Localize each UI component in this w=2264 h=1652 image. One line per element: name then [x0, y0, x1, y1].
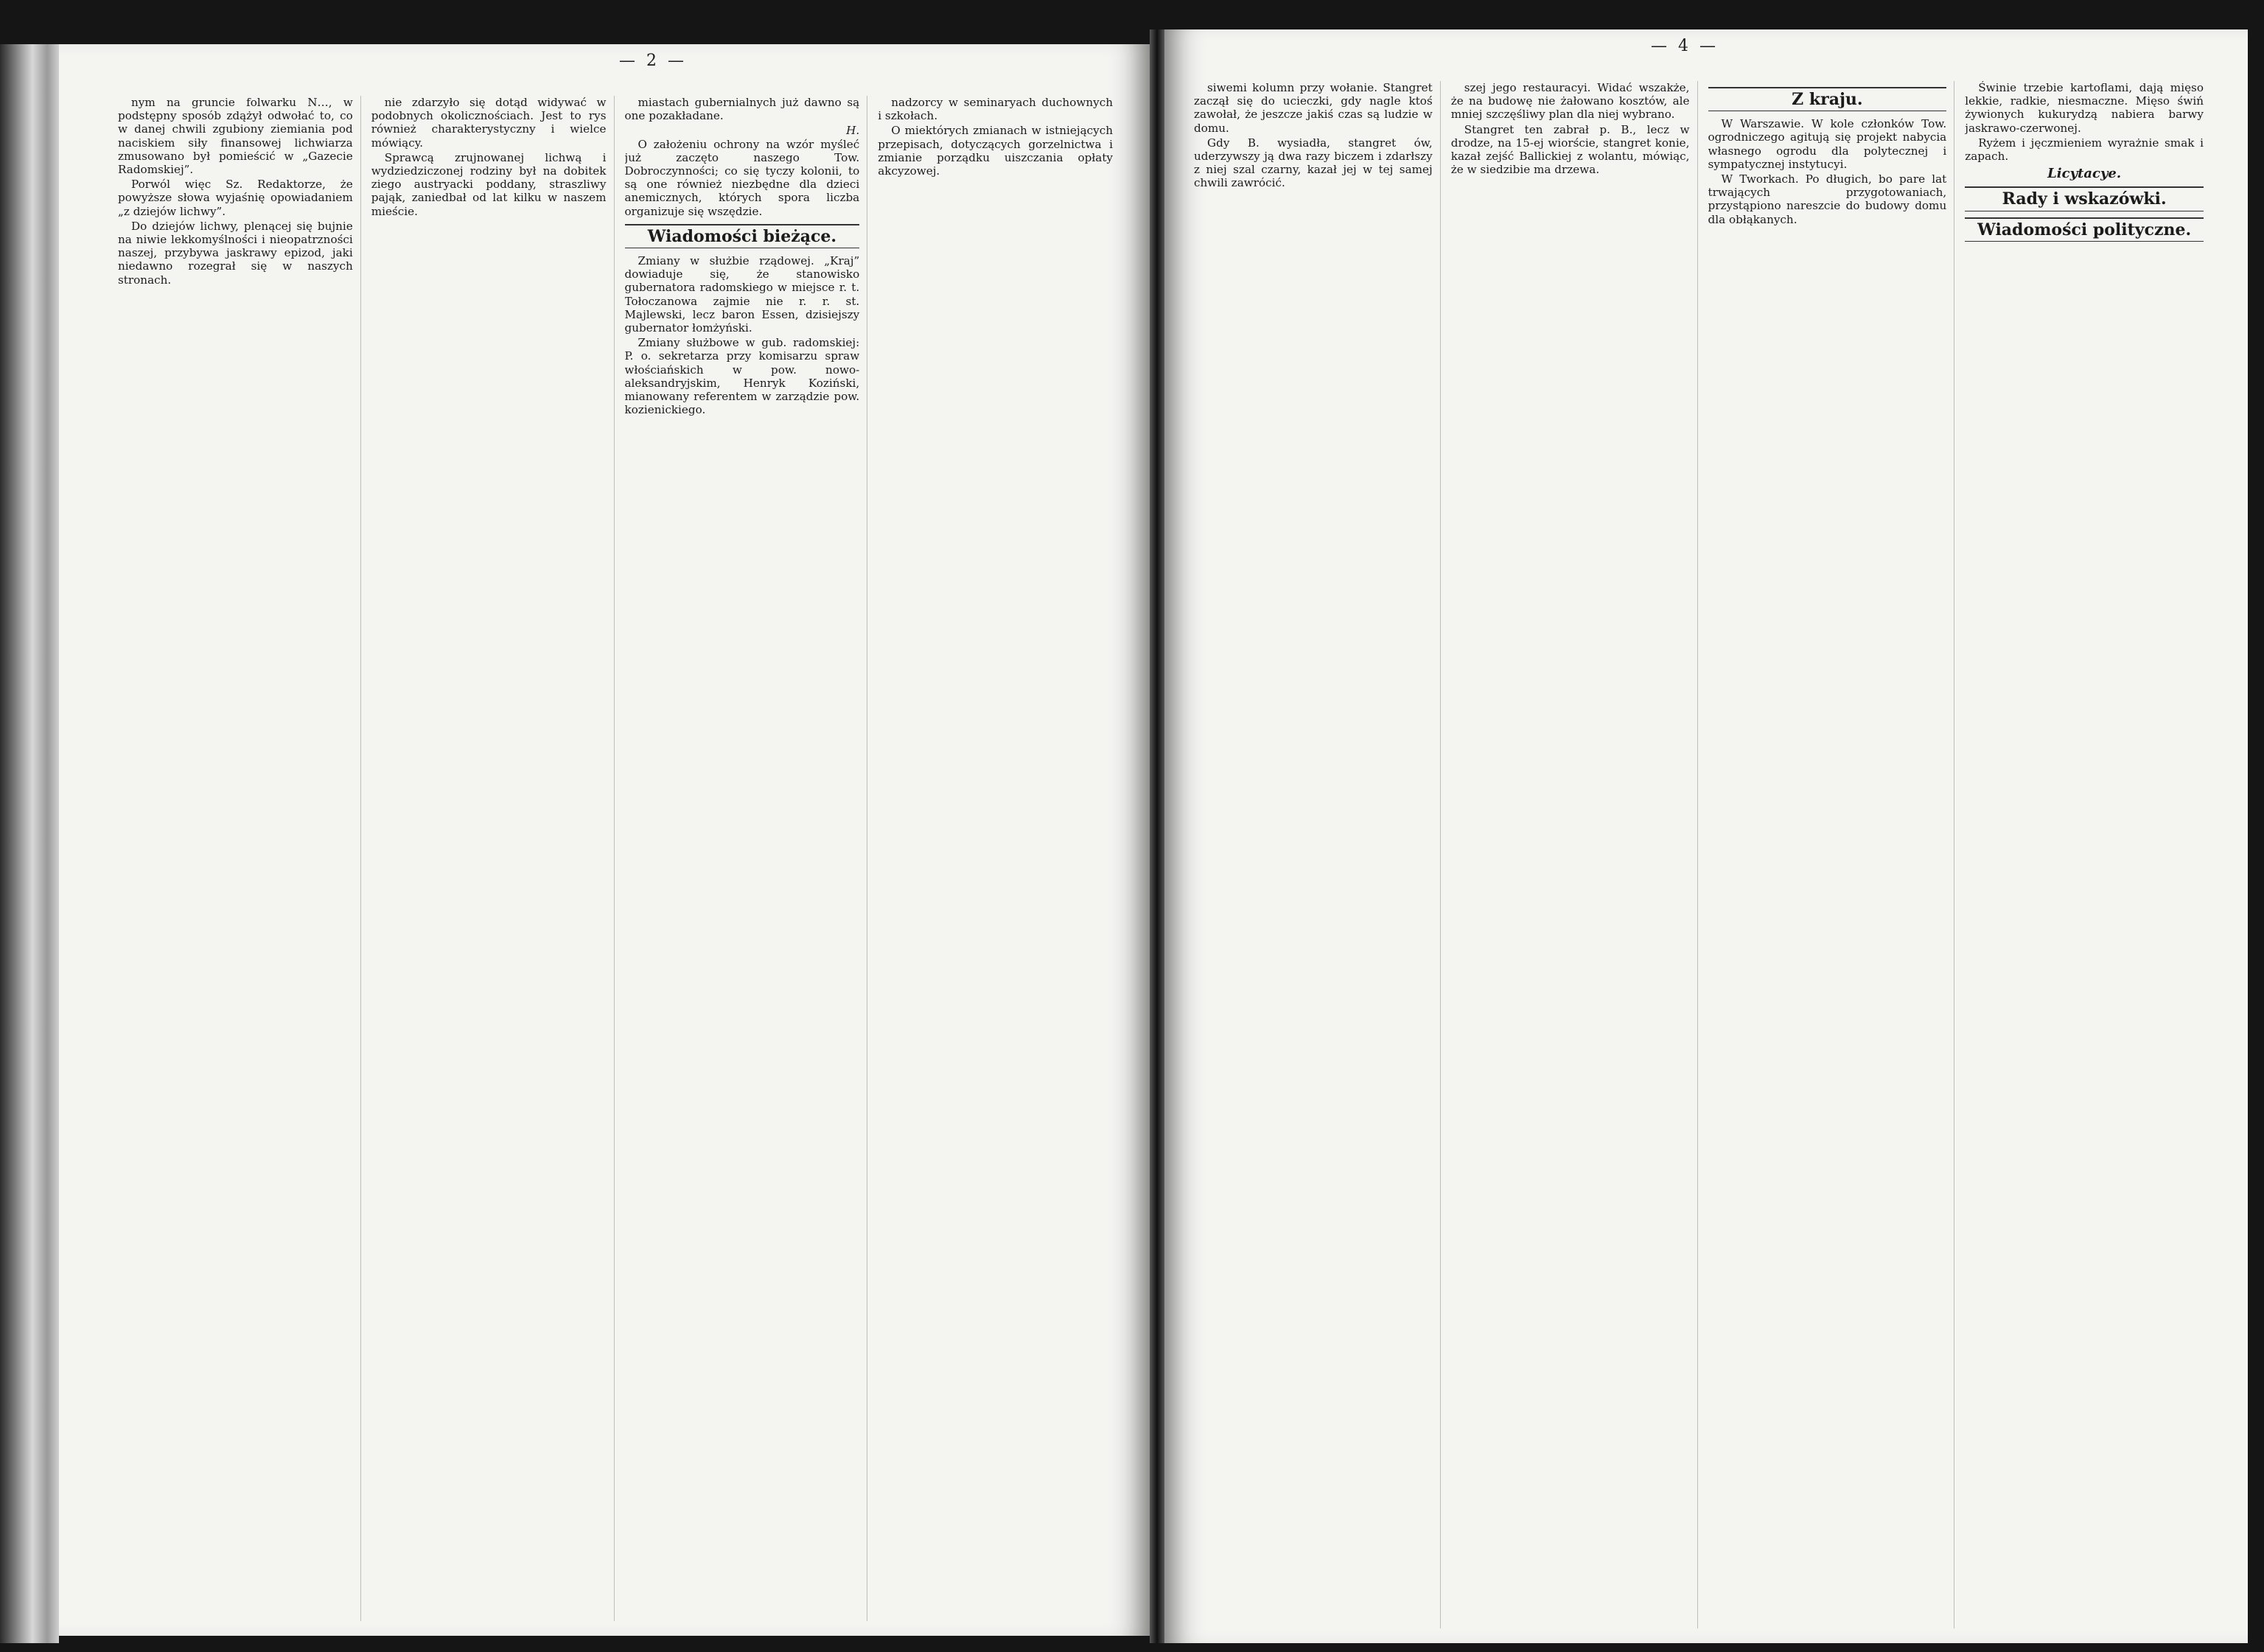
paragraph: miastach gubernialnych już dawno są one pozakładane.	[624, 96, 860, 123]
paragraph: Ryżem i jęczmieniem wyrażnie smak i zapach.	[1965, 136, 2204, 164]
paragraph: Gdy B. wysiadła, stangret ów, uderzywszy ją dwa razy biczem i zdarłszy z niej szal czarny, kazał jej w tej samej chwili zawrócić.	[1194, 136, 1433, 190]
paragraph: nadzorcy w seminaryach duchownych i szkołach.	[878, 96, 1113, 123]
book-gutter	[1150, 29, 1164, 1643]
column-2	[1451, 81, 1698, 1628]
paragraph: Świnie trzebie kartoflami, dają mięso lekkie, radkie, niesmaczne. Mięso świń żywionych kukurydzą nabiera barwy jaskrawo-czerwonej.	[1965, 81, 2204, 135]
section-heading: Wiadomości bieżące.	[625, 224, 860, 248]
paragraph: nym na gruncie folwarku N…, w podstępny sposób zdążył odwołać to, co w danej chwili zgubiony ziemiania pod naciskiem siły finansowej lichwiarza zmusowano był pomieścić w „Gazecie Radomskiej”.	[118, 96, 353, 177]
paragraph: Stangret ten zabrał p. B., lecz w drodze, na 15-ej wiorście, stangret konie, kazał zejść Ballickiej z wolantu, mówiąc, że w siedzibie ma drzewa.	[1450, 122, 1690, 177]
column-3	[1708, 81, 1955, 1628]
left-page	[59, 44, 1150, 1636]
column-4	[878, 96, 1120, 1621]
column-1	[1194, 81, 1441, 1628]
section-heading: Z kraju.	[1708, 87, 1947, 111]
paragraph: szej jego restauracyi. Widać wszakże, że na budowę nie żałowano kosztów, ale mniej szczęśliwy plan dla niej wybrano.	[1450, 81, 1690, 122]
paragraph: Zmiany w służbie rządowej. „Kraj” dowiaduje się, że stanowisko gubernatora radomskiego w miejsce r. t. Tołoczanowa zajmie nie r. r. st. Majlewski, lecz baron Essen, dzisiejszy gubernator łomżyński.	[624, 254, 860, 335]
paragraph: W Tworkach. Po długich, bo pare lat trwających przygotowaniach, przystąpiono nareszcie do budowy domu dla obłąkanych.	[1708, 172, 1947, 226]
column-4	[1965, 81, 2211, 1628]
columns	[1194, 81, 2211, 1628]
paragraph: Porwól więc Sz. Redaktorze, że powyższe słowa wyjaśnię opowiadaniem „z dziejów lichwy”.	[118, 178, 353, 218]
paragraph: Zmiany służbowe w gub. radomskiej: P. o. sekretarza przy komisarzu spraw włościańskich w pow. nowo-aleksandryjskim, Henryk Koziński, mianowany referentem w zarządzie pow. kozienickiego.	[624, 336, 860, 417]
book-spine	[0, 44, 59, 1643]
page-number: — 4 —	[1651, 37, 1719, 55]
paragraph: Sprawcą zrujnowanej lichwą i wydziedziczonej rodziny był na dobitek ziego austryacki poddany, straszliwy pająk, zaniedbał od lat kilku w naszem mieście.	[371, 150, 607, 218]
right-page	[1164, 29, 2248, 1643]
section-heading: Wiadomości polityczne.	[1965, 217, 2204, 242]
section-heading: Licytacye.	[2047, 166, 2122, 182]
page-number: — 2 —	[619, 52, 687, 70]
columns	[118, 96, 1120, 1621]
signature: H.	[846, 124, 860, 138]
column-2	[371, 96, 615, 1621]
paragraph: nie zdarzyło się dotąd widywać w podobnych okolicznościach. Jest to rys również charakterystyczny i wielce mówiący.	[371, 96, 607, 150]
column-1	[118, 96, 361, 1621]
paragraph: W Warszawie. W kole członków Tow. ogrodniczego agitują się projekt nabycia własnego ogrodu dla polytecznej i sympatycznej instytucyi.	[1708, 117, 1947, 171]
column-3	[625, 96, 868, 1621]
paragraph: O założeniu ochrony na wzór myśleć już zaczęto naszego Tow. Dobroczynności; co się tyczy kolonii, to są one również niezbędne dla dzieci anemicznych, których spora liczba organizuje się wszędzie.	[624, 137, 860, 218]
paragraph: siwemi kolumn przy wołanie. Stangret zaczął się do ucieczki, gdy nagle ktoś zawołał, że jeszcze jakiś czas są ludzie w domu.	[1194, 81, 1433, 135]
paragraph: O miektórych zmianach w istniejących przepisach, dotyczących gorzelnictwa i zmianie porządku uiszczania opłaty akcyzowej.	[878, 124, 1113, 178]
paragraph: Do dziejów lichwy, plenącej się bujnie na niwie lekkomyślności i nieopatrzności naszej, przybywa jaskrawy epizod, jaki niedawno rozegrał się w naszych stronach.	[118, 219, 353, 287]
section-heading: Rady i wskazówki.	[1965, 186, 2204, 211]
